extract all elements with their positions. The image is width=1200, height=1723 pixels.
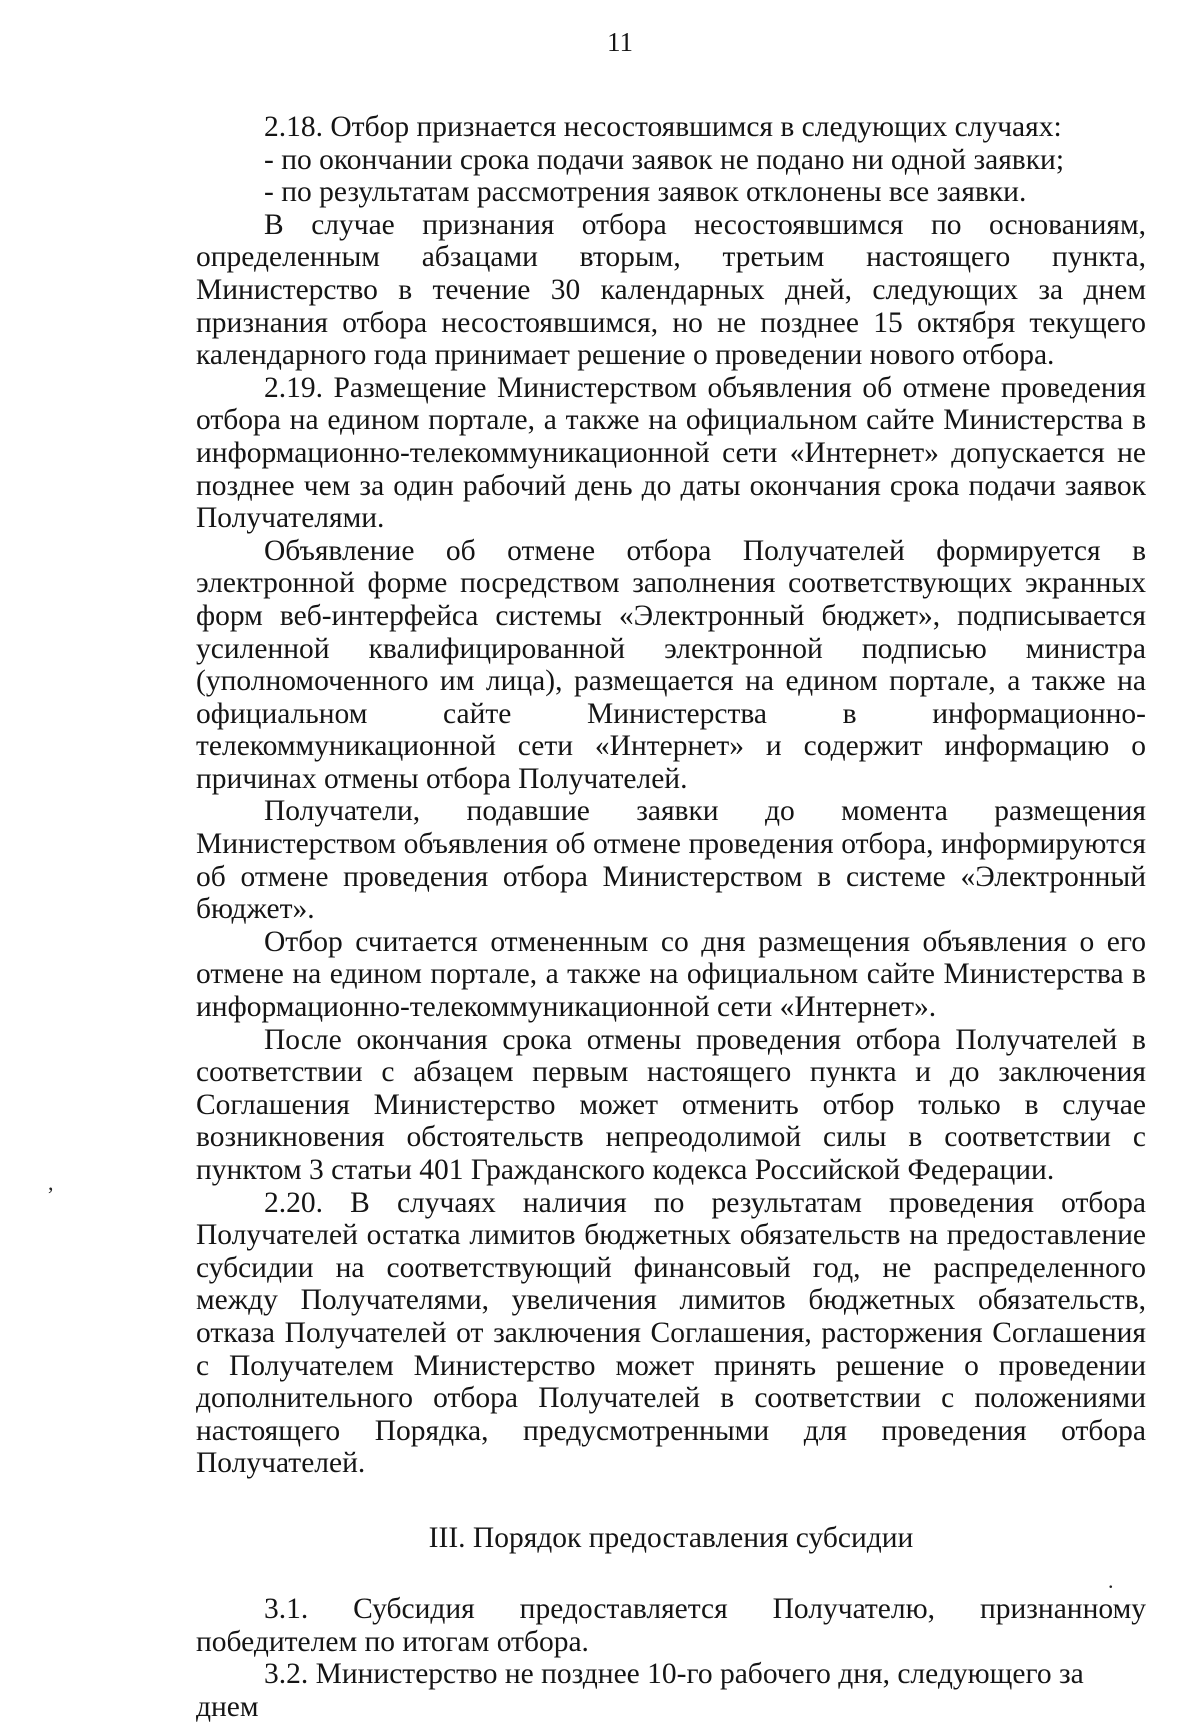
paragraph-2-19: 2.19. Размещение Министерством объявления об отмене проведения отбора на едином портале, а также на официальном сайте Министерства в информационно-телекоммуникационной сети «Интернет» допускается не позднее чем за один рабочий день до даты окончания срока подачи заявок Получателями. xyxy=(196,371,1146,535)
paragraph-2-18-heading: 2.18. Отбор признается несостоявшимся в следующих случаях: xyxy=(264,111,1062,143)
paragraph-2-19-recipients: Получатели, подавшие заявки до момента размещения Министерством объявления об отмене проведения отбора, информируются об отмене проведения отбора Министерством в системе «Электронный бюджет». xyxy=(196,795,1146,926)
section-heading: III. Порядок предоставления субсидии xyxy=(428,1521,914,1554)
paragraph-2-19-force-majeure: После окончания срока отмены проведения отбора Получателей в соответствии с абзацем первым настоящего пункта и до заключения Соглашения Министерство может отменить отбор только в случае возникновения обстоятельств непреодолимой силы в соответствии с пунктом 3 статьи 401 Гражданского кодекса Российской Федерации. xyxy=(196,1023,1146,1186)
paragraph-2-19-cancellation: Отбор считается отмененным со дня размещения объявления о его отмене на едином портале, а также на официальном сайте Министерства в информационно-телекоммуникационной сети «Интернет». xyxy=(196,925,1146,1024)
paragraph-3-2: 3.2. Министерство не позднее 10-го рабочего дня, следующего за днем xyxy=(196,1658,1084,1723)
paragraph-2-18-item-1: - по окончании срока подачи заявок не подано ни одной заявки; xyxy=(264,143,1065,176)
scan-speck-left: , xyxy=(48,1170,54,1195)
paragraph-3-1: 3.1. Субсидия предоставляется Получателю, признанному победителем по итогам отбора. xyxy=(196,1592,1146,1658)
paragraph-2-20: 2.20. В случаях наличия по результатам проведения отбора Получателей остатка лимитов бюджетных обязательств на предоставление субсидии на соответствующий финансовый год, не распределенного между Получателями, увеличения лимитов бюджетных обязательств, отказа Получателей от заключения Соглашения, расторжения Соглашения с Получателем Министерство может принять решение о проведении дополнительного отбора Получателей в соответствии с положениями настоящего Порядка, предусмотренными для проведения отбора Получателей. xyxy=(196,1186,1146,1480)
document-body xyxy=(196,111,1146,1723)
paragraph-2-18-consequence: В случае признания отбора несостоявшимся по основаниям, определенным абзацами вторым, третьим настоящего пункта, Министерство в течение 30 календарных дней, следующих за днем признания отбора несостоявшимся, но не позднее 15 октября текущего календарного года принимает решение о проведении нового отбора. xyxy=(196,208,1146,372)
page-number: 11 xyxy=(607,27,633,57)
paragraph-2-19-announcement: Объявление об отмене отбора Получателей формируется в электронной форме посредством заполнения соответствующих экранных форм веб-интерфейса системы «Электронный бюджет», подписывается усиленной квалифицированной электронной подписью министра (уполномоченного им лица), размещается на едином портале, а также на официальном сайте Министерства в информационно-телекоммуникационной сети «Интернет» и содержит информацию о причинах отмены отбора Получателей. xyxy=(196,534,1146,795)
paragraph-2-18-item-2: - по результатам рассмотрения заявок отклонены все заявки. xyxy=(264,176,1027,209)
scan-speck-bottom: . xyxy=(1108,1568,1114,1593)
